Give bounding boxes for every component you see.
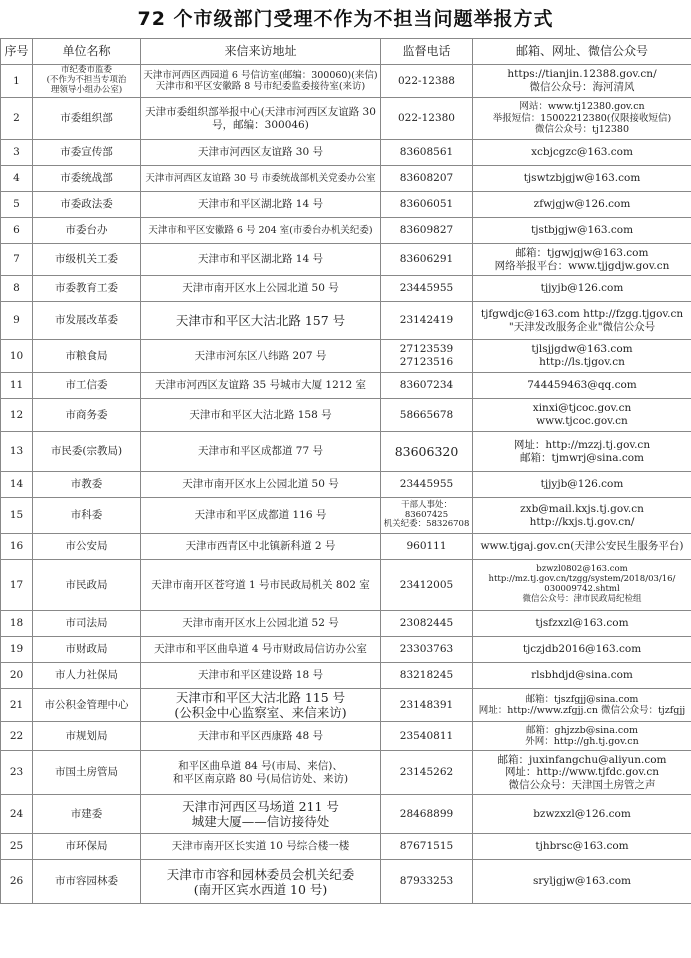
cell-index: 23 xyxy=(1,751,33,795)
cell-unit-name: 市国土房管局 xyxy=(33,751,141,795)
cell-phone: 83606051 xyxy=(381,192,473,218)
cell-index: 11 xyxy=(1,373,33,399)
cell-phone: 87671515 xyxy=(381,834,473,860)
header-phone: 监督电话 xyxy=(381,39,473,65)
cell-contact: rlsbhdjd@sina.com xyxy=(473,663,691,689)
cell-contact: https://tianjin.12388.gov.cn/ 微信公众号：海河清风 xyxy=(473,65,691,98)
cell-address: 天津市南开区水上公园北道 50 号 xyxy=(141,472,381,498)
table-row xyxy=(1,302,691,340)
cell-index: 16 xyxy=(1,534,33,560)
cell-index: 4 xyxy=(1,166,33,192)
cell-index: 7 xyxy=(1,244,33,276)
table-row xyxy=(1,276,691,302)
cell-unit-name: 市公安局 xyxy=(33,534,141,560)
cell-phone: 干部人事处： 83607425 机关纪委：58326708 xyxy=(381,498,473,534)
table-body xyxy=(1,65,691,904)
cell-index: 6 xyxy=(1,218,33,244)
cell-unit-name: 市委台办 xyxy=(33,218,141,244)
table-row xyxy=(1,244,691,276)
header-address: 来信来访地址 xyxy=(141,39,381,65)
cell-address: 天津市河西区西园道 6 号信访室(邮编：300060)(来信) 天津市和平区安徽路 8 号市纪委监委接待室(来访) xyxy=(141,65,381,98)
header-unit-name: 单位名称 xyxy=(33,39,141,65)
cell-unit-name: 市发展改革委 xyxy=(33,302,141,340)
cell-unit-name: 市建委 xyxy=(33,795,141,834)
table-row xyxy=(1,560,691,611)
cell-contact: bzwzxzl@126.com xyxy=(473,795,691,834)
cell-unit-name: 市市容园林委 xyxy=(33,860,141,904)
cell-address: 天津市和平区曲阜道 4 号市财政局信访办公室 xyxy=(141,637,381,663)
table-row xyxy=(1,65,691,98)
cell-contact: sryljgjw@163.com xyxy=(473,860,691,904)
cell-phone: 23148391 xyxy=(381,689,473,722)
cell-unit-name: 市工信委 xyxy=(33,373,141,399)
table-row xyxy=(1,663,691,689)
table-row xyxy=(1,98,691,140)
cell-phone: 23082445 xyxy=(381,611,473,637)
cell-unit-name: 市纪委市监委 (不作为不担当专项治 理领导小组办公室) xyxy=(33,65,141,98)
cell-contact: 邮箱：tjgwjgjw@163.com 网络举报平台：www.tjjgdjw.gov.cn xyxy=(473,244,691,276)
cell-phone: 87933253 xyxy=(381,860,473,904)
cell-phone: 83607234 xyxy=(381,373,473,399)
table-row xyxy=(1,534,691,560)
cell-address: 天津市河东区八纬路 207 号 xyxy=(141,340,381,373)
cell-unit-name: 市民委(宗教局) xyxy=(33,432,141,472)
cell-index: 13 xyxy=(1,432,33,472)
cell-unit-name: 市委统战部 xyxy=(33,166,141,192)
cell-unit-name: 市人力社保局 xyxy=(33,663,141,689)
cell-unit-name: 市教委 xyxy=(33,472,141,498)
cell-phone: 23445955 xyxy=(381,472,473,498)
cell-index: 15 xyxy=(1,498,33,534)
cell-index: 12 xyxy=(1,399,33,432)
cell-contact: xinxi@tjcoc.gov.cn www.tjcoc.gov.cn xyxy=(473,399,691,432)
cell-address: 天津市河西区友谊路 30 号 市委统战部机关党委办公室 xyxy=(141,166,381,192)
table-row xyxy=(1,472,691,498)
cell-contact: tjfgwdjc@163.com http://fzgg.tjgov.cn "天津发改服务企业"微信公众号 xyxy=(473,302,691,340)
table-row xyxy=(1,140,691,166)
table-row xyxy=(1,498,691,534)
cell-phone: 83609827 xyxy=(381,218,473,244)
cell-address: 天津市和平区湖北路 14 号 xyxy=(141,244,381,276)
cell-address: 天津市南开区苍穹道 1 号市民政局机关 802 室 xyxy=(141,560,381,611)
cell-unit-name: 市委组织部 xyxy=(33,98,141,140)
table-row xyxy=(1,834,691,860)
cell-address: 天津市河西区友谊路 30 号 xyxy=(141,140,381,166)
table-row xyxy=(1,432,691,472)
cell-index: 26 xyxy=(1,860,33,904)
cell-phone: 23303763 xyxy=(381,637,473,663)
cell-address: 天津市市容和园林委员会机关纪委 (南开区宾水西道 10 号) xyxy=(141,860,381,904)
cell-phone: 58665678 xyxy=(381,399,473,432)
cell-unit-name: 市商务委 xyxy=(33,399,141,432)
cell-phone: 23412005 xyxy=(381,560,473,611)
cell-index: 5 xyxy=(1,192,33,218)
cell-address: 天津市和平区大沽北路 158 号 xyxy=(141,399,381,432)
cell-phone: 022-12380 xyxy=(381,98,473,140)
cell-contact: 744459463@qq.com xyxy=(473,373,691,399)
cell-phone: 23540811 xyxy=(381,722,473,751)
cell-contact: www.tjgaj.gov.cn(天津公安民生服务平台) xyxy=(473,534,691,560)
cell-unit-name: 市级机关工委 xyxy=(33,244,141,276)
cell-unit-name: 市规划局 xyxy=(33,722,141,751)
cell-address: 天津市委组织部举报中心(天津市河西区友谊路 30 号，邮编：300046) xyxy=(141,98,381,140)
cell-contact: zfwjgjw@126.com xyxy=(473,192,691,218)
table-header-row xyxy=(1,39,691,65)
cell-address: 天津市和平区西康路 48 号 xyxy=(141,722,381,751)
cell-unit-name: 市公积金管理中心 xyxy=(33,689,141,722)
report-methods-table xyxy=(0,38,691,904)
cell-address: 天津市南开区水上公园北道 50 号 xyxy=(141,276,381,302)
cell-contact: tjswtzbjgjw@163.com xyxy=(473,166,691,192)
cell-index: 10 xyxy=(1,340,33,373)
header-contact: 邮箱、网址、微信公众号 xyxy=(473,39,691,65)
cell-phone: 83218245 xyxy=(381,663,473,689)
table-row xyxy=(1,860,691,904)
table-row xyxy=(1,340,691,373)
cell-contact: 网站：www.tj12380.gov.cn 举报短信：15002212380(仅限接收短信) 微信公众号：tj12380 xyxy=(473,98,691,140)
cell-index: 1 xyxy=(1,65,33,98)
cell-contact: tjjyjb@126.com xyxy=(473,276,691,302)
cell-phone: 022-12388 xyxy=(381,65,473,98)
cell-index: 14 xyxy=(1,472,33,498)
cell-address: 天津市西青区中北镇新科道 2 号 xyxy=(141,534,381,560)
cell-unit-name: 市司法局 xyxy=(33,611,141,637)
cell-contact: 邮箱：juxinfangchu@aliyun.com 网址：http://www.tjfdc.gov.cn 微信公众号：天津国土房管之声 xyxy=(473,751,691,795)
cell-index: 18 xyxy=(1,611,33,637)
cell-contact: 邮箱：tjszfgjj@sina.com 网址：http://www.zfgjj.cn 微信公众号：tjzfgjj xyxy=(473,689,691,722)
cell-phone: 960111 xyxy=(381,534,473,560)
cell-address: 天津市河西区友谊路 35 号城市大厦 1212 室 xyxy=(141,373,381,399)
cell-phone: 83608207 xyxy=(381,166,473,192)
cell-unit-name: 市委政法委 xyxy=(33,192,141,218)
cell-unit-name: 市委教育工委 xyxy=(33,276,141,302)
cell-contact: tjstbjgjw@163.com xyxy=(473,218,691,244)
cell-address: 天津市和平区成都道 77 号 xyxy=(141,432,381,472)
cell-index: 19 xyxy=(1,637,33,663)
table-row xyxy=(1,192,691,218)
cell-phone: 23145262 xyxy=(381,751,473,795)
table-row xyxy=(1,399,691,432)
cell-unit-name: 市粮食局 xyxy=(33,340,141,373)
table-row xyxy=(1,373,691,399)
cell-index: 24 xyxy=(1,795,33,834)
table-row xyxy=(1,751,691,795)
cell-contact: tjjyjb@126.com xyxy=(473,472,691,498)
cell-unit-name: 市环保局 xyxy=(33,834,141,860)
cell-contact: tjczjdb2016@163.com xyxy=(473,637,691,663)
table-row xyxy=(1,795,691,834)
cell-index: 8 xyxy=(1,276,33,302)
cell-address: 和平区曲阜道 84 号(市局、来信)、 和平区南京路 80 号(局信访处、来访) xyxy=(141,751,381,795)
cell-contact: tjlsjjgdw@163.com http://ls.tjgov.cn xyxy=(473,340,691,373)
cell-index: 25 xyxy=(1,834,33,860)
cell-contact: tjsfzxzl@163.com xyxy=(473,611,691,637)
header-index: 序号 xyxy=(1,39,33,65)
cell-address: 天津市河西区马场道 211 号 城建大厦——信访接待处 xyxy=(141,795,381,834)
table-row xyxy=(1,689,691,722)
table-row xyxy=(1,637,691,663)
cell-index: 17 xyxy=(1,560,33,611)
cell-phone: 23142419 xyxy=(381,302,473,340)
cell-contact: zxb@mail.kxjs.tj.gov.cn http://kxjs.tj.gov.cn/ xyxy=(473,498,691,534)
cell-phone: 83606291 xyxy=(381,244,473,276)
cell-unit-name: 市民政局 xyxy=(33,560,141,611)
cell-unit-name: 市科委 xyxy=(33,498,141,534)
cell-phone: 28468899 xyxy=(381,795,473,834)
cell-contact: tjhbrsc@163.com xyxy=(473,834,691,860)
cell-unit-name: 市财政局 xyxy=(33,637,141,663)
cell-index: 22 xyxy=(1,722,33,751)
cell-address: 天津市和平区大沽北路 115 号 (公积金中心监察室、来信来访) xyxy=(141,689,381,722)
table-row xyxy=(1,166,691,192)
cell-index: 3 xyxy=(1,140,33,166)
cell-contact: bzwzl0802@163.com http://mz.tj.gov.cn/tzgg/system/2018/03/16/ 030009742.shtml 微信公众号：津市民政局纪检组 xyxy=(473,560,691,611)
cell-index: 20 xyxy=(1,663,33,689)
cell-contact: 网址：http://mzzj.tj.gov.cn 邮箱：tjmwrj@sina.com xyxy=(473,432,691,472)
page-title: 72 个市级部门受理不作为不担当问题举报方式 xyxy=(137,8,554,30)
cell-address: 天津市和平区大沽北路 157 号 xyxy=(141,302,381,340)
table-row xyxy=(1,611,691,637)
cell-index: 21 xyxy=(1,689,33,722)
cell-phone: 83606320 xyxy=(381,432,473,472)
cell-address: 天津市和平区湖北路 14 号 xyxy=(141,192,381,218)
cell-unit-name: 市委宣传部 xyxy=(33,140,141,166)
cell-contact: xcbjcgzc@163.com xyxy=(473,140,691,166)
table-row xyxy=(1,218,691,244)
table-row xyxy=(1,722,691,751)
cell-address: 天津市南开区长实道 10 号综合楼一楼 xyxy=(141,834,381,860)
cell-phone: 23445955 xyxy=(381,276,473,302)
cell-contact: 邮箱：ghjzzb@sina.com 外网：http://gh.tj.gov.cn xyxy=(473,722,691,751)
cell-index: 2 xyxy=(1,98,33,140)
cell-address: 天津市和平区建设路 18 号 xyxy=(141,663,381,689)
cell-index: 9 xyxy=(1,302,33,340)
cell-address: 天津市南开区水上公园北道 52 号 xyxy=(141,611,381,637)
cell-phone: 83608561 xyxy=(381,140,473,166)
cell-address: 天津市和平区安徽路 6 号 204 室(市委台办机关纪委) xyxy=(141,218,381,244)
cell-phone: 27123539 27123516 xyxy=(381,340,473,373)
cell-address: 天津市和平区成都道 116 号 xyxy=(141,498,381,534)
